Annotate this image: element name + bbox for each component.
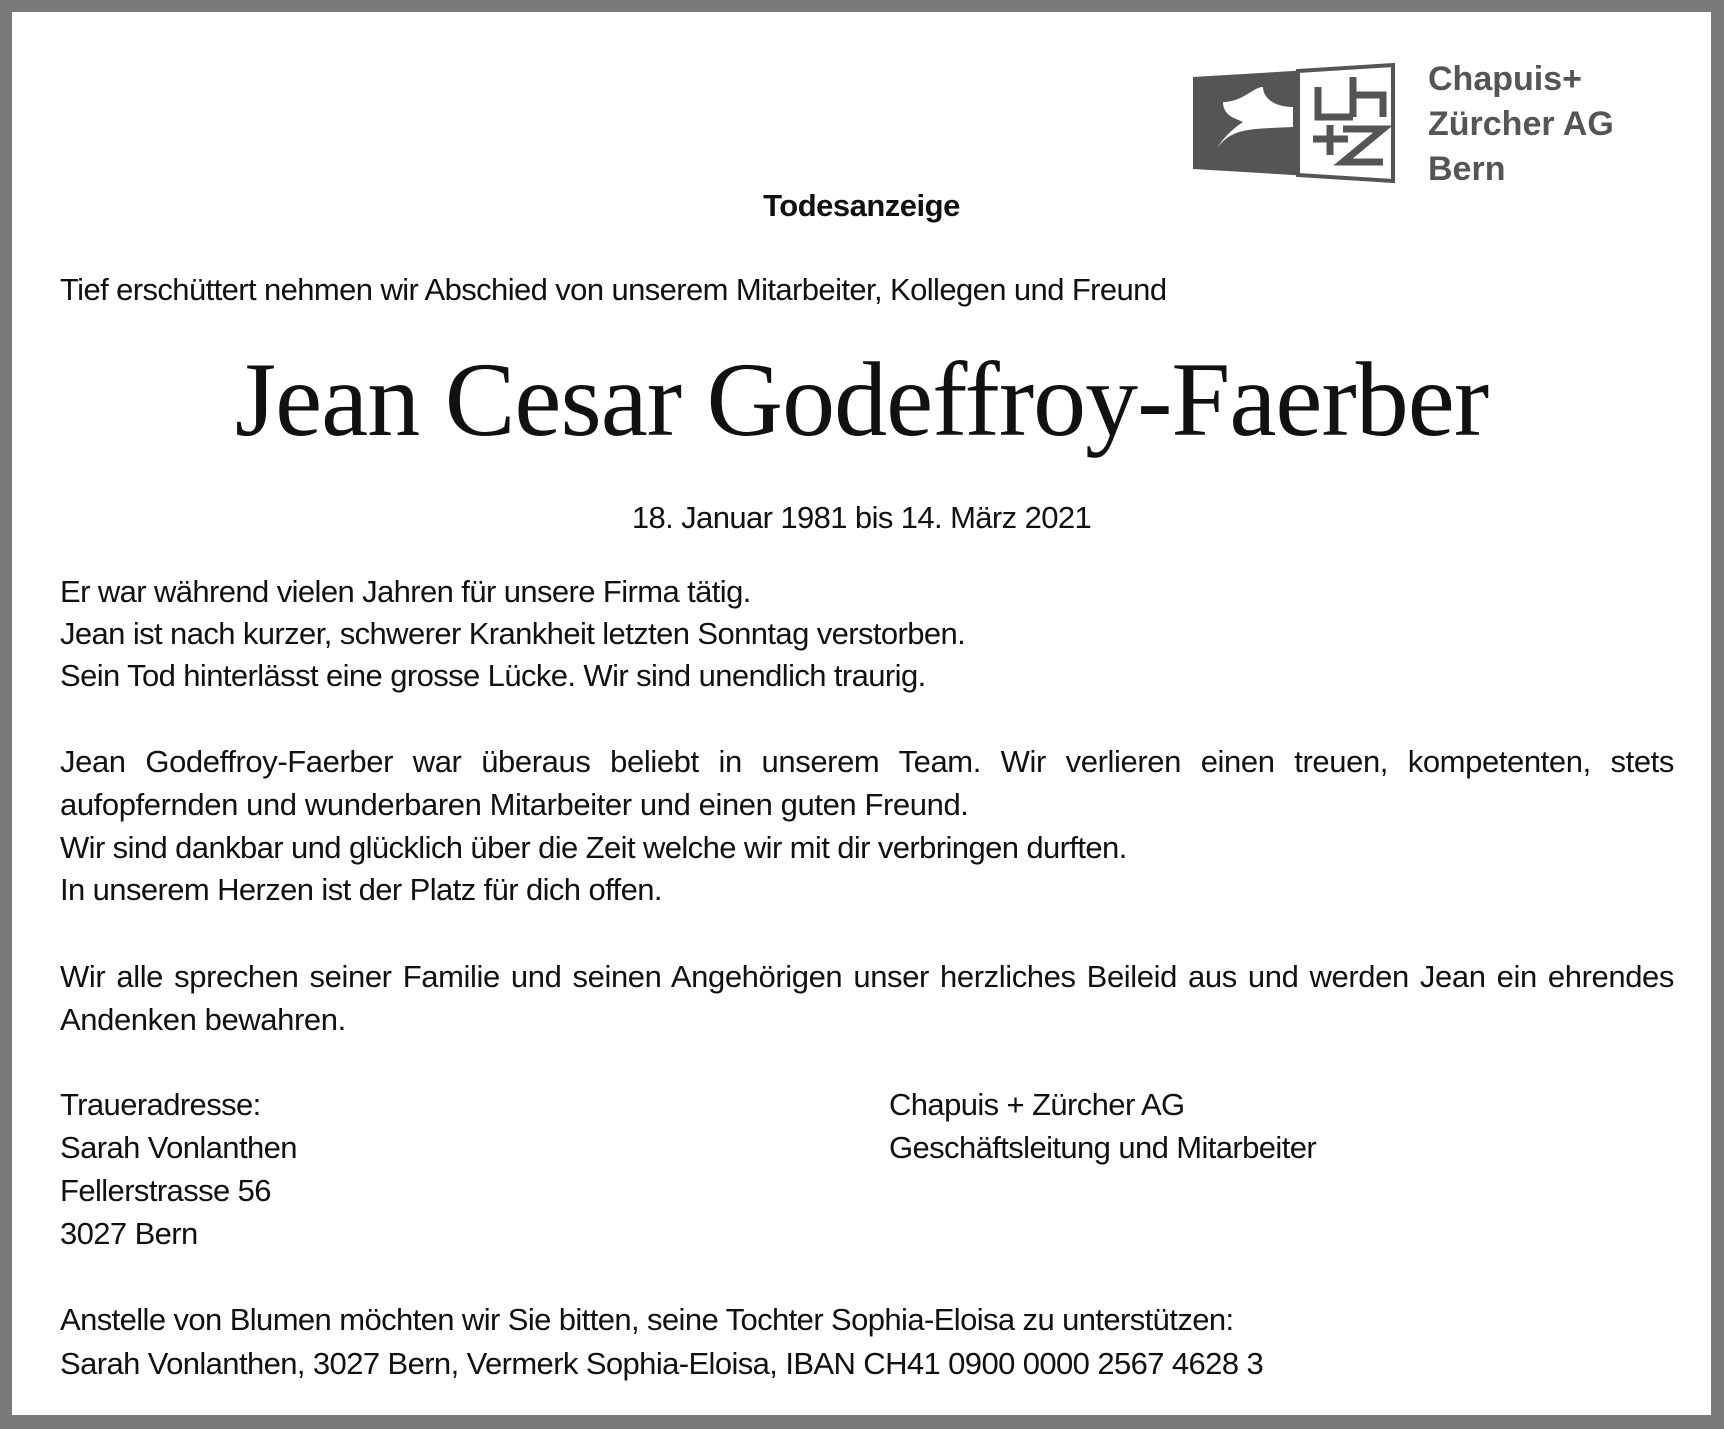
donation-details: Sarah Vonlanthen, 3027 Bern, Vermerk Sophia-Eloisa, IBAN CH41 0900 0000 2567 4628 3: [60, 1346, 1264, 1381]
logo-line: Zürcher AG: [1428, 105, 1614, 143]
logo-mark-icon: [1193, 57, 1423, 189]
logo-line: Bern: [1428, 150, 1506, 188]
paragraph-line: Sein Tod hinterlässt eine grosse Lücke. Wir sind unendlich traurig.: [60, 658, 926, 693]
paragraph-line: Er war während vielen Jahren für unsere Firma tätig.: [60, 574, 751, 609]
deceased-name: Jean Cesar Godeffroy-Faerber: [234, 341, 1489, 458]
signature-company: Chapuis + Zürcher AG: [889, 1087, 1185, 1122]
logo-line: Chapuis+: [1428, 60, 1582, 98]
obituary-page: [12, 12, 1711, 1415]
company-logo: [1193, 57, 1668, 189]
address-line: Sarah Vonlanthen: [60, 1130, 297, 1165]
address-label: Traueradresse:: [60, 1087, 261, 1122]
address-line: Fellerstrasse 56: [60, 1173, 271, 1208]
paragraph-line: In unserem Herzen ist der Platz für dich offen.: [60, 872, 662, 907]
life-dates: 18. Januar 1981 bis 14. März 2021: [631, 500, 1092, 535]
paragraph-line: Jean ist nach kurzer, schwerer Krankheit letzten Sonntag verstorben.: [60, 616, 966, 651]
intro-text: Tief erschüttert nehmen wir Abschied von unserem Mitarbeiter, Kollegen und Freund: [60, 272, 1167, 307]
logo-text: [1428, 57, 1614, 192]
notice-title: Todesanzeige: [763, 188, 960, 223]
paragraph-line: Wir sind dankbar und glücklich über die Zeit welche wir mit dir verbringen durften.: [60, 830, 1127, 865]
paragraph-justified: Jean Godeffroy-Faerber war überaus beliebt in unserem Team. Wir verlieren einen treuen, kompetenten, stets aufopfernden und wunderbaren Mitarbeiter und einen guten Freund.: [60, 744, 1674, 822]
address-line: 3027 Bern: [60, 1216, 198, 1251]
signature-line: Geschäftsleitung und Mitarbeiter: [889, 1130, 1317, 1165]
condolence-paragraph: Wir alle sprechen seiner Familie und seinen Angehörigen unser herzliches Beileid aus und werden Jean ein ehrendes Andenken bewahren.: [60, 959, 1674, 1037]
donation-request: Anstelle von Blumen möchten wir Sie bitten, seine Tochter Sophia-Eloisa zu unterstützen:: [60, 1302, 1234, 1337]
